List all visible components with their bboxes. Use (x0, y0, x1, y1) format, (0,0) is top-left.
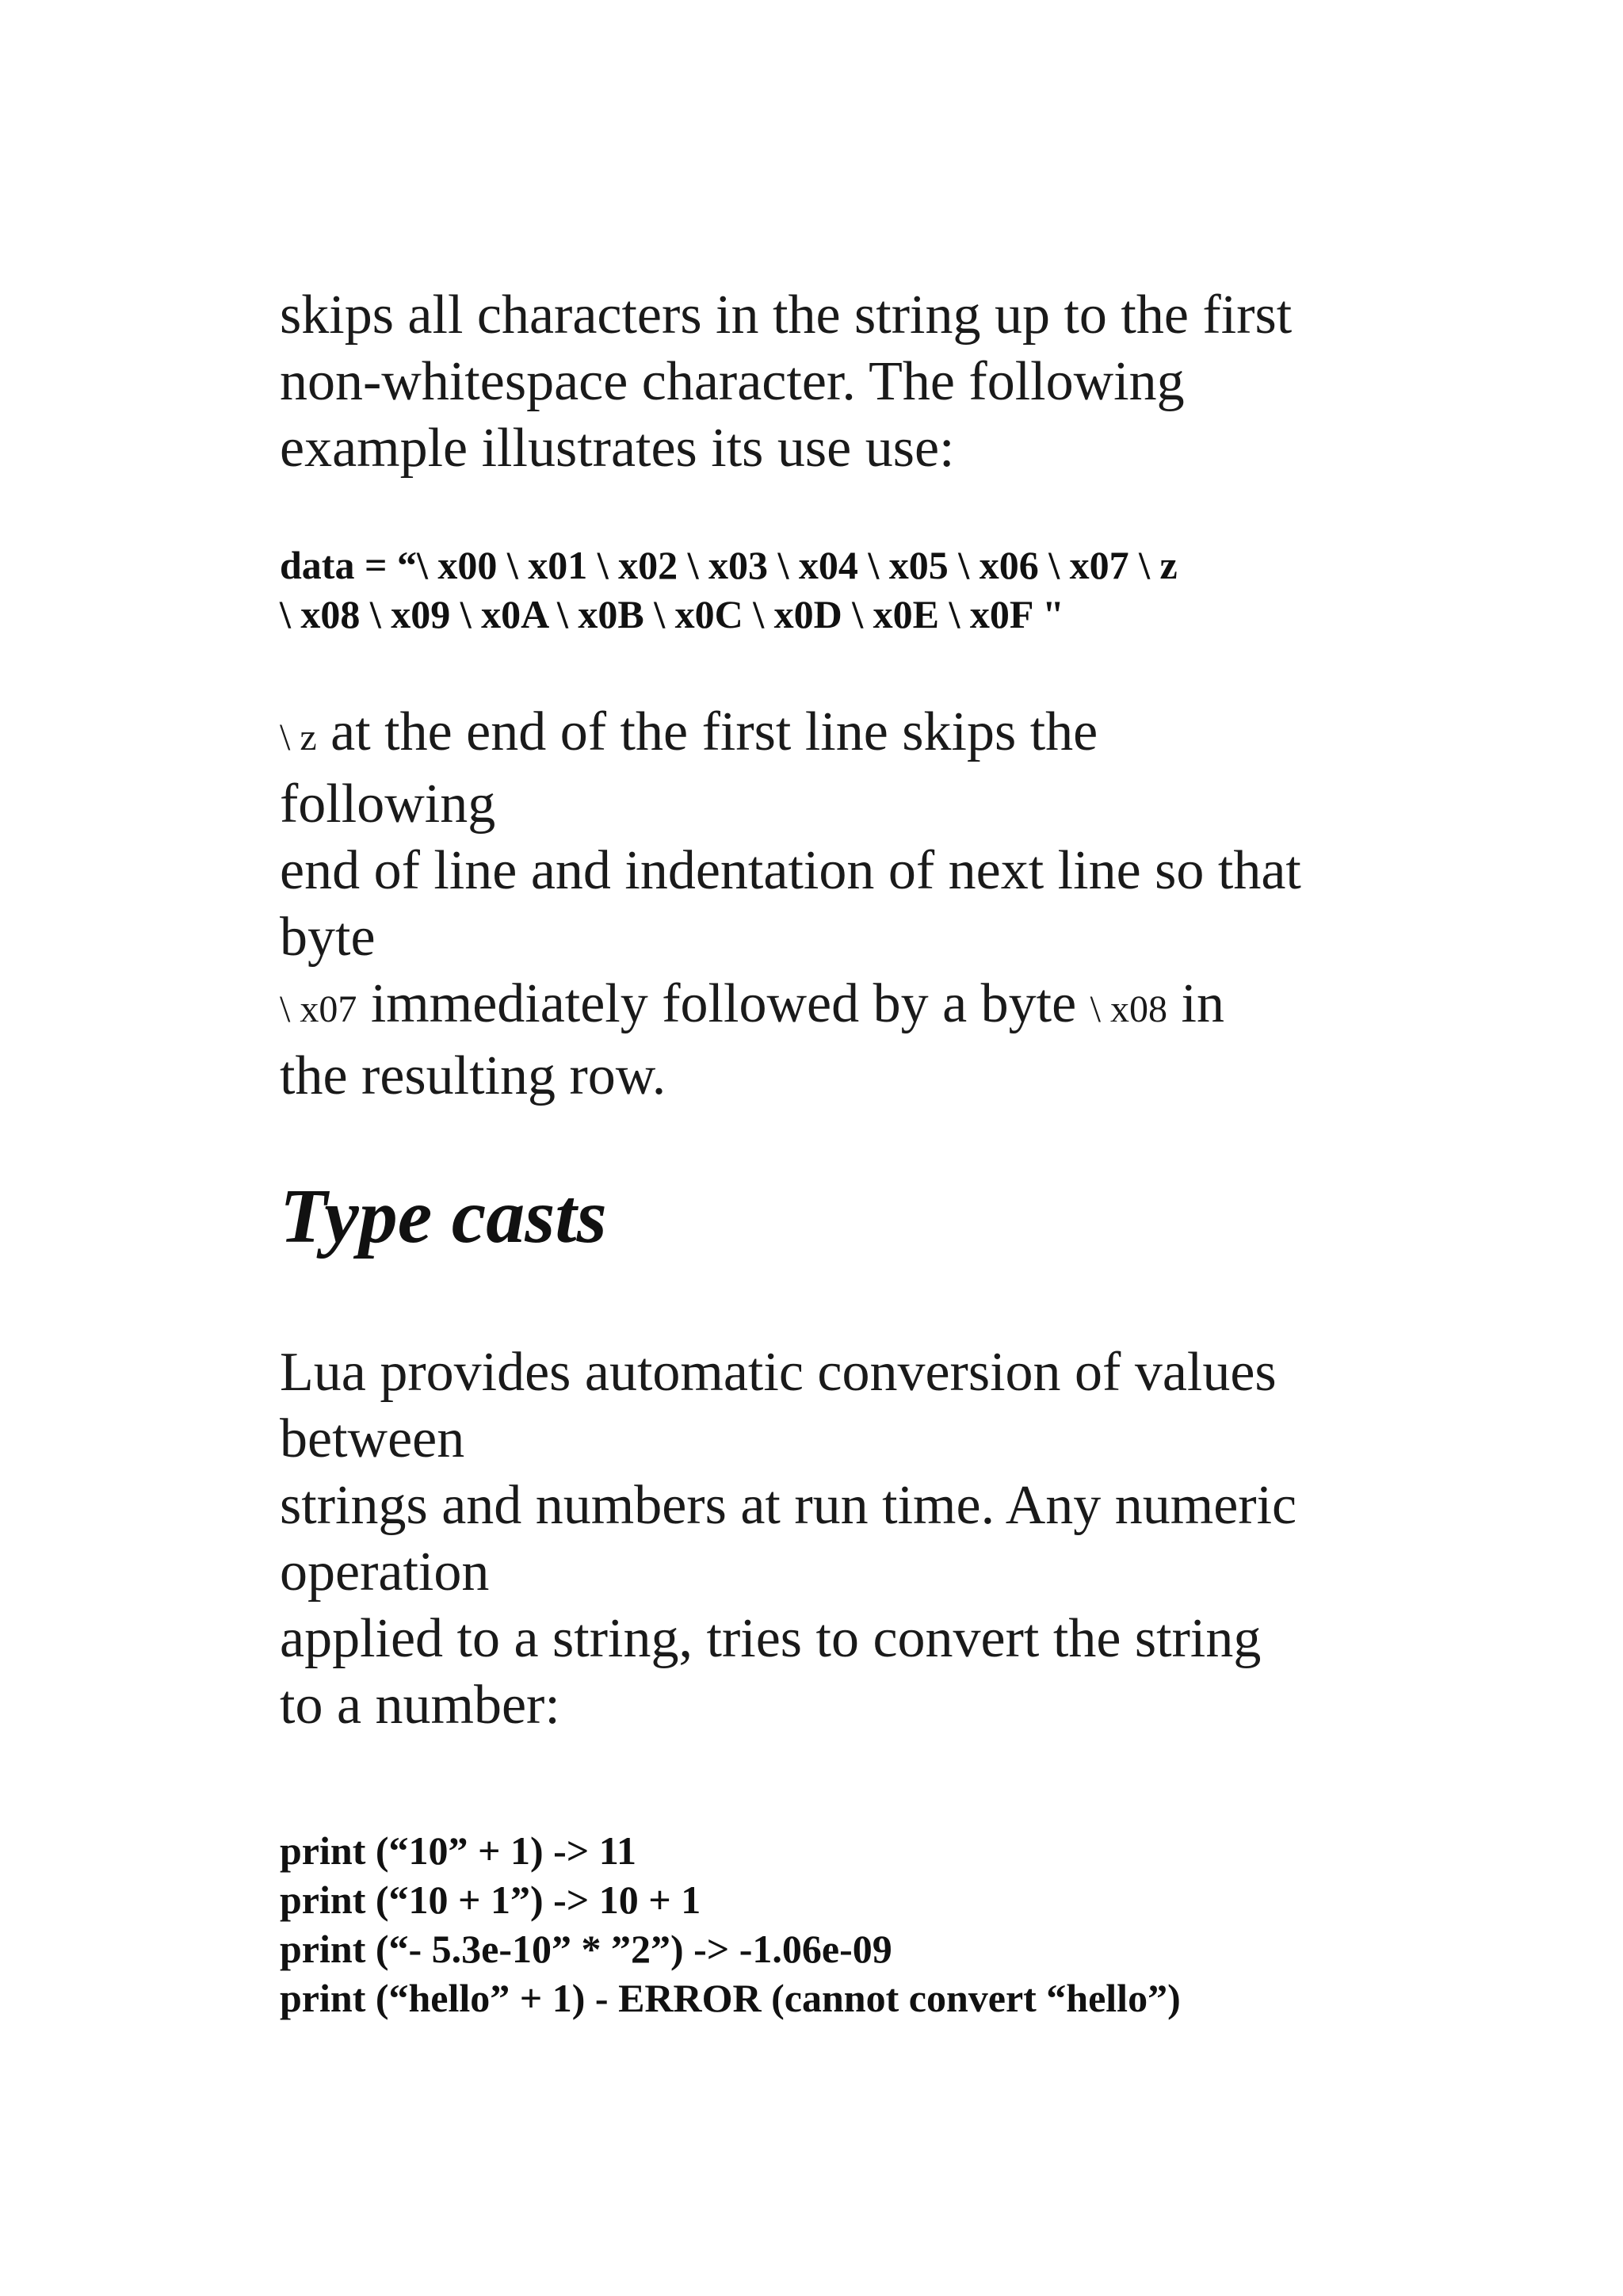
code-line: \ x08 \ x09 \ x0A \ x0B \ x0C \ x0D \ x0E \ x0F " (280, 592, 1064, 636)
paragraph-line: following (280, 774, 496, 835)
paragraph-line: between (280, 1408, 465, 1469)
intro-paragraph (280, 282, 1389, 482)
escape-explanation-paragraph (280, 699, 1389, 1110)
code-line: print (“10 + 1”) -> 10 + 1 (280, 1878, 701, 1922)
paragraph-line (280, 971, 1389, 1043)
paragraph-line: strings and numbers at run time. Any numeric (280, 1475, 1297, 1536)
code-line: print (“hello” + 1) - ERROR (cannot convert “hello”) (280, 1976, 1181, 2020)
escape-code-example (280, 541, 1389, 639)
paragraph-text: at the end of the first line skips the (316, 701, 1098, 762)
paragraph-line: end of line and indentation of next line so that (280, 840, 1301, 901)
paragraph-line (280, 699, 1389, 771)
paragraph-line: applied to a string, tries to convert the string (280, 1608, 1262, 1669)
section-heading: Type casts (280, 1174, 607, 1259)
paragraph-line: the resulting row. (280, 1045, 666, 1106)
paragraph-line: non-whitespace character. The following (280, 351, 1185, 412)
paragraph-text: immediately followed by a byte (357, 973, 1090, 1034)
paragraph-text: in (1167, 973, 1224, 1034)
inline-code-z: \ z (280, 716, 317, 758)
inline-code-x07: \ x07 (280, 988, 357, 1030)
code-line: data = “\ x00 \ x01 \ x02 \ x03 \ x04 \ x05 \ x06 \ x07 \ z (280, 543, 1178, 587)
inline-code-x08: \ x08 (1090, 988, 1167, 1030)
code-line: print (“10” + 1) -> 11 (280, 1828, 637, 1873)
paragraph-line: byte (280, 907, 376, 968)
paragraph-line: example illustrates its use use: (280, 418, 955, 479)
paragraph-line: Lua provides automatic conversion of values (280, 1342, 1277, 1403)
paragraph-line: operation (280, 1541, 490, 1603)
paragraph-line: to a number: (280, 1675, 560, 1736)
type-casts-paragraph (280, 1339, 1389, 1739)
type-cast-code-example (280, 1826, 1389, 2023)
paragraph-line: skips all characters in the string up to the first (280, 285, 1293, 346)
code-line: print (“- 5.3e-10” * ”2”) -> -1.06e-09 (280, 1927, 892, 1971)
